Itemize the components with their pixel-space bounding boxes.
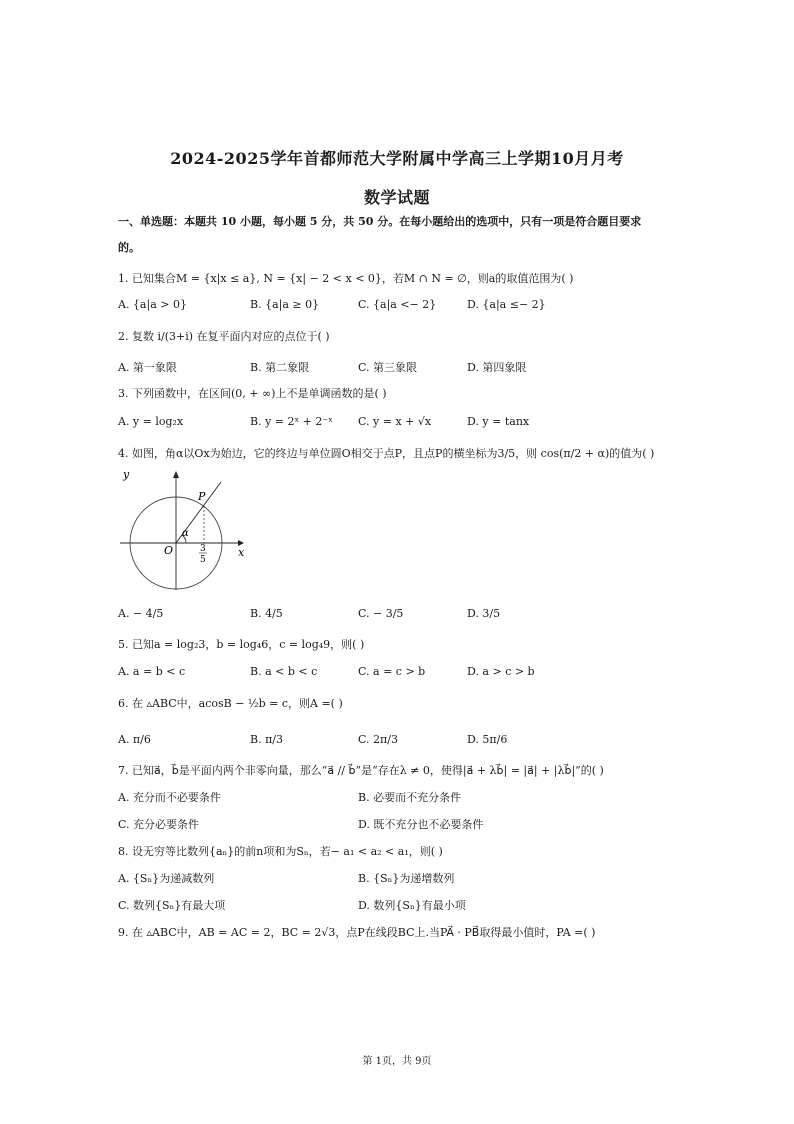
question-2-option-a[interactable]: A. 第一象限 bbox=[118, 361, 177, 374]
question-1-option-d[interactable]: D. {a|a ≤− 2} bbox=[467, 298, 546, 311]
question-5-option-d[interactable]: D. a > c > b bbox=[467, 665, 535, 678]
question-6-option-d[interactable]: D. 5π/6 bbox=[467, 733, 508, 746]
section-heading-line2: 的。 bbox=[118, 241, 140, 254]
figure-label-frac-den: 5 bbox=[200, 555, 206, 565]
question-3-option-a[interactable]: A. y = log₂x bbox=[118, 415, 184, 428]
question-7-option-a[interactable]: A. 充分而不必要条件 bbox=[118, 791, 221, 804]
question-4-option-b[interactable]: B. 4/5 bbox=[250, 607, 283, 620]
question-6-stem: 6. 在 ▵ABC中，acosB − ½b = c，则A =( ) bbox=[118, 697, 343, 710]
question-5-stem: 5. 已知a = log₂3，b = log₄6，c = log₄9，则( ) bbox=[118, 638, 365, 651]
question-2-option-c[interactable]: C. 第三象限 bbox=[358, 361, 418, 374]
question-3-option-b[interactable]: B. y = 2ˣ + 2⁻ˣ bbox=[250, 415, 333, 428]
unit-circle-figure bbox=[118, 468, 258, 596]
question-1-stem: 1. 已知集合M = {x|x ≤ a}, N = {x| − 2 < x < 0}，若M ∩ N = ∅，则a的取值范围为( ) bbox=[118, 272, 574, 285]
figure-label-y: y bbox=[123, 468, 130, 481]
page-footer: 第 1页，共 9页 bbox=[362, 1056, 432, 1067]
question-1-option-b[interactable]: B. {a|a ≥ 0} bbox=[250, 298, 320, 311]
question-8-option-c[interactable]: C. 数列{Sₙ}有最大项 bbox=[118, 899, 226, 912]
question-2-option-b[interactable]: B. 第二象限 bbox=[250, 361, 310, 374]
question-6-option-c[interactable]: C. 2π/3 bbox=[358, 733, 398, 746]
question-7-option-d[interactable]: D. 既不充分也不必要条件 bbox=[358, 818, 484, 831]
question-8-option-b[interactable]: B. {Sₙ}为递增数列 bbox=[358, 872, 455, 885]
figure-label-frac-num: 3 bbox=[200, 544, 206, 554]
question-4-option-c[interactable]: C. − 3/5 bbox=[358, 607, 404, 620]
exam-subtitle: 数学试题 bbox=[363, 188, 430, 207]
question-8-option-a[interactable]: A. {Sₙ}为递减数列 bbox=[118, 872, 215, 885]
question-3-option-d[interactable]: D. y = tanx bbox=[467, 415, 530, 428]
question-1-option-c[interactable]: C. {a|a <− 2} bbox=[358, 298, 437, 311]
question-2-option-d[interactable]: D. 第四象限 bbox=[467, 361, 527, 374]
exam-title: 2024-2025学年首都师范大学附属中学高三上学期10月月考 bbox=[170, 149, 624, 168]
question-6-option-b[interactable]: B. π/3 bbox=[250, 733, 284, 746]
question-4-stem: 4. 如图，角α以Ox为始边，它的终边与单位圆O相交于点P，且点P的横坐标为3/5，则 cos(π/2 + α)的值为( ) bbox=[118, 447, 655, 460]
question-7-option-b[interactable]: B. 必要而不充分条件 bbox=[358, 791, 462, 804]
question-1-option-a[interactable]: A. {a|a > 0} bbox=[118, 298, 187, 311]
question-5-option-a[interactable]: A. a = b < c bbox=[118, 665, 186, 678]
figure-label-x: x bbox=[238, 546, 245, 559]
question-5-option-c[interactable]: C. a = c > b bbox=[358, 665, 426, 678]
question-3-stem: 3. 下列函数中，在区间(0, + ∞)上不是单调函数的是( ) bbox=[118, 387, 387, 400]
question-7-stem: 7. 已知a⃗，b⃗是平面内两个非零向量，那么“a⃗ // b⃗”是“存在λ ≠ 0，使得|a⃗ + λb⃗| = |a⃗| + |λb⃗|”的( ) bbox=[118, 764, 604, 777]
question-9-stem: 9. 在 ▵ABC中，AB = AC = 2，BC = 2√3，点P在线段BC上.当PA⃗ · PB⃗取得最小值时，PA =( ) bbox=[118, 926, 596, 939]
question-4-option-a[interactable]: A. − 4/5 bbox=[118, 607, 164, 620]
question-6-option-a[interactable]: A. π/6 bbox=[118, 733, 151, 746]
question-8-option-d[interactable]: D. 数列{Sₙ}有最小项 bbox=[358, 899, 466, 912]
question-4-option-d[interactable]: D. 3/5 bbox=[467, 607, 501, 620]
question-3-option-c[interactable]: C. y = x + √x bbox=[358, 415, 432, 428]
section-heading-line1: 一、单选题：本题共 10 小题，每小题 5 分，共 50 分。在每小题给出的选项中，只有一项是符合题目要求 bbox=[118, 215, 642, 228]
question-7-option-c[interactable]: C. 充分必要条件 bbox=[118, 818, 200, 831]
figure-label-alpha: α bbox=[182, 528, 189, 539]
question-2-stem: 2. 复数 i/(3+i) 在复平面内对应的点位于( ) bbox=[118, 330, 330, 343]
question-8-stem: 8. 设无穷等比数列{aₙ}的前n项和为Sₙ，若− a₁ < a₂ < a₁，则( ) bbox=[118, 845, 443, 858]
figure-label-p: P bbox=[198, 490, 206, 503]
figure-label-o: O bbox=[164, 544, 174, 557]
question-5-option-b[interactable]: B. a < b < c bbox=[250, 665, 318, 678]
